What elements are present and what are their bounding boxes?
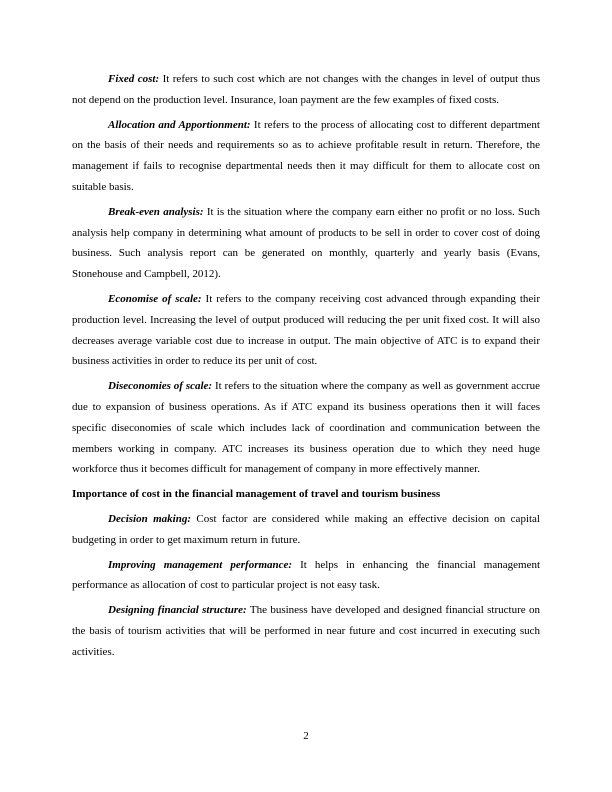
term-decision-making: Decision making: — [108, 512, 191, 525]
paragraph-decision-making — [72, 509, 540, 551]
body-diseconomies: It refers to the situation where the company as well as government accrue due to expansion of business operations. As if ATC expand its business operations then it will faces specific diseconomies of scale which includes lack of coordination and communication between the members working in company. ATC increases its business operation due to which they need huge workforce thus it becomes difficult for management of company in more effectively manner. — [72, 380, 541, 476]
term-management-performance: Improving management performance: — [108, 558, 293, 571]
term-diseconomies: Diseconomies of scale: — [108, 380, 213, 393]
document-page — [72, 69, 540, 667]
body-fixed-cost: It refers to such cost which are not changes with the changes in level of output thus not depend on the production level. Insurance, loan payment are the few examples of fixed costs. — [72, 73, 540, 106]
paragraph-financial-structure — [72, 600, 540, 662]
body-decision-making: Cost factor are considered while making an effective decision on capital budgeting in order to get maximum return in future. — [72, 512, 540, 546]
paragraph-economise — [72, 289, 540, 372]
page-number: 2 — [303, 730, 309, 742]
term-allocation: Allocation and Apportionment: — [108, 118, 251, 131]
paragraph-allocation — [72, 115, 540, 198]
section-heading: Importance of cost in the financial management of travel and tourism business — [72, 488, 441, 501]
paragraph-break-even — [72, 202, 540, 285]
term-fixed-cost: Fixed cost: — [108, 73, 160, 85]
paragraph-management-performance — [72, 555, 540, 597]
body-allocation: It refers to the process of allocating cost to different department on the basis of their needs and requirements so as to achieve profitable result in return. Therefore, the management if fails to recognise departmental needs then it may difficult for them to allocate cost on suitable basis. — [72, 118, 540, 193]
paragraph-diseconomies — [72, 376, 540, 480]
body-financial-structure: The business have developed and designed financial structure on the basis of tourism activities that will be performed in near future and cost incurred in executing such activities. — [72, 604, 540, 658]
body-economise: It refers to the company receiving cost advanced through expanding their production level. Increasing the level of output produced will reducing the per unit fixed cost. It will also decreases average variable cost due to increase in output. The main objective of ATC is to expand their business activities in order to reduce its per unit of cost. — [72, 292, 540, 368]
paragraph-fixed-cost — [72, 69, 540, 111]
term-economise: Economise of scale: — [108, 292, 202, 305]
term-break-even: Break-even analysis: — [108, 205, 204, 218]
body-management-performance: It helps in enhancing the financial management performance as allocation of cost to particular project is not easy task. — [72, 558, 541, 592]
body-break-even: It is the situation where the company earn either no profit or no loss. Such analysis help company in determining what amount of products to be sell in order to cover cost of doing business. Such analysis report can be generated on monthly, quarterly and yearly basis (Evans, Stonehouse and Campbell, 2012). — [72, 205, 541, 281]
term-financial-structure: Designing financial structure: — [108, 604, 247, 617]
